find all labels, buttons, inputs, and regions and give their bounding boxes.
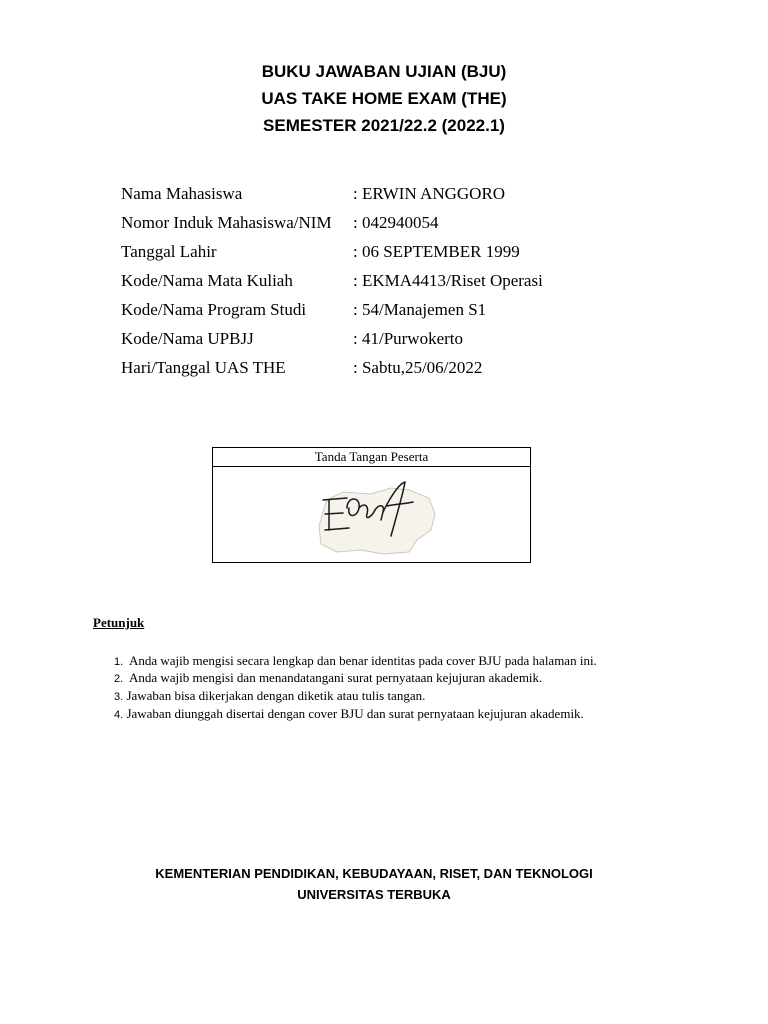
info-label: Nama Mahasiswa	[121, 184, 243, 203]
info-value: : 41/Purwokerto	[353, 329, 464, 348]
instruction-number: 4.	[114, 709, 124, 721]
info-label: Kode/Nama Mata Kuliah	[121, 271, 293, 290]
footer-ministry: KEMENTERIAN PENDIDIKAN, KEBUDAYAAN, RISET, DAN TEKNOLOGI	[155, 866, 593, 881]
info-label: Tanggal Lahir	[121, 242, 217, 261]
instruction-item	[114, 706, 584, 722]
petunjuk-heading: Petunjuk	[93, 615, 145, 630]
footer-university: UNIVERSITAS TERBUKA	[297, 887, 451, 902]
instruction-number: 1.	[114, 656, 124, 668]
info-value: : 06 SEPTEMBER 1999	[353, 242, 520, 261]
info-label: Kode/Nama UPBJJ	[121, 329, 254, 348]
signature-heading: Tanda Tangan Peserta	[213, 448, 530, 467]
instruction-text: Jawaban diunggah disertai dengan cover BJU dan surat pernyataan kejujuran akademik.	[123, 706, 584, 721]
info-label: Nomor Induk Mahasiswa/NIM	[121, 213, 332, 232]
instruction-number: 2.	[114, 673, 124, 685]
signature-box	[212, 447, 531, 563]
instruction-item	[114, 688, 425, 704]
info-label: Kode/Nama Program Studi	[121, 300, 307, 319]
doc-title: BUKU JAWABAN UJIAN (BJU)	[261, 62, 507, 81]
info-value: : 042940054	[353, 213, 439, 232]
signature-image	[313, 474, 443, 558]
instruction-text: Anda wajib mengisi dan menandatangani surat pernyataan kejujuran akademik.	[123, 670, 543, 685]
instruction-number: 3.	[114, 691, 124, 703]
instruction-item	[114, 653, 597, 669]
instruction-text: Anda wajib mengisi secara lengkap dan benar identitas pada cover BJU pada halaman ini.	[123, 653, 597, 668]
info-value: : Sabtu,25/06/2022	[353, 358, 483, 377]
instruction-item	[114, 670, 542, 686]
info-label: Hari/Tanggal UAS THE	[121, 358, 286, 377]
info-value: : EKMA4413/Riset Operasi	[353, 271, 543, 290]
doc-subtitle: UAS TAKE HOME EXAM (THE)	[261, 89, 507, 108]
doc-semester: SEMESTER 2021/22.2 (2022.1)	[263, 116, 505, 135]
info-value: : ERWIN ANGGORO	[353, 184, 506, 203]
info-value: : 54/Manajemen S1	[353, 300, 487, 319]
instruction-text: Jawaban bisa dikerjakan dengan diketik atau tulis tangan.	[123, 688, 426, 703]
